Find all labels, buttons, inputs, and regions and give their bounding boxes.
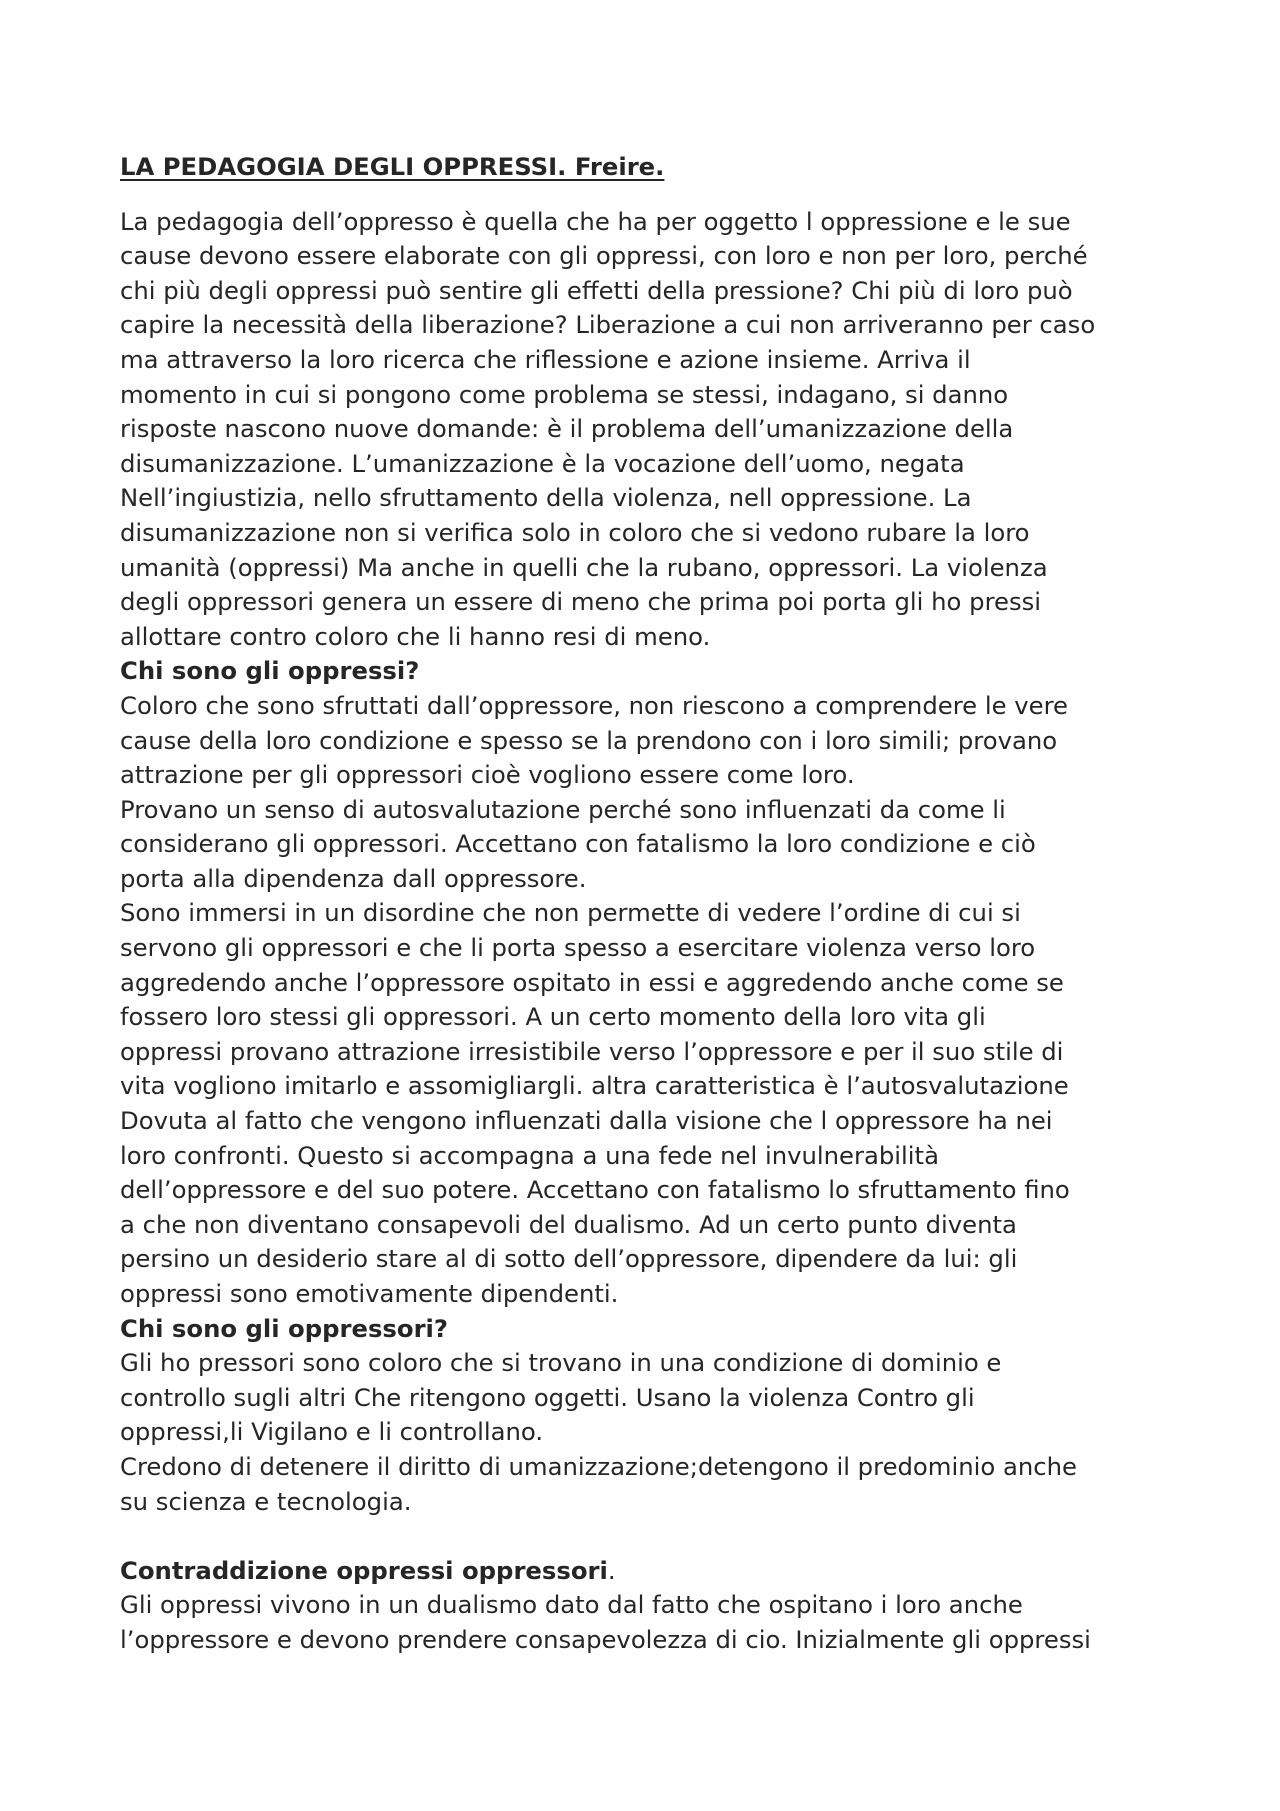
text-line: aggredendo anche l’oppressore ospitato in essi e aggredendo anche come se xyxy=(120,967,1064,997)
text-line: cause devono essere elaborate con gli oppressi, con loro e non per loro, perché xyxy=(120,241,1088,271)
text-line: risposte nascono nuove domande: è il problema dell’umanizzazione della xyxy=(120,414,1014,444)
paragraph-contraddizione xyxy=(120,1588,1170,1657)
text-line: cause della loro condizione e spesso se la prendono con i loro simili; provano xyxy=(120,725,1058,755)
text-line: a che non diventano consapevoli del dualismo. Ad un certo punto diventa xyxy=(120,1209,1017,1239)
text-line: degli oppressori genera un essere di meno che prima poi porta gli ho pressi xyxy=(120,587,1042,617)
heading-chi-sono-gli-oppressi: Chi sono gli oppressi? xyxy=(120,656,420,686)
heading-contraddizione xyxy=(120,1554,1170,1589)
text-line: attrazione per gli oppressori cioè vogliono essere come loro. xyxy=(120,760,855,790)
text-line: Gli oppressi vivono in un dualismo dato dal fatto che ospitano i loro anche xyxy=(120,1590,1023,1620)
heading-contraddizione-suffix: . xyxy=(607,1555,616,1585)
text-line: allottare contro coloro che li hanno resi di meno. xyxy=(120,621,711,651)
text-line: Sono immersi in un disordine che non permette di vedere l’ordine di cui si xyxy=(120,898,1021,928)
text-line: persino un desiderio stare al di sotto dell’oppressore, dipendere da lui: gli xyxy=(120,1244,1018,1274)
text-line: capire la necessità della liberazione? Liberazione a cui non arriveranno per caso xyxy=(120,310,1096,340)
text-line: Dovuta al fatto che vengono influenzati dalla visione che l oppressore ha nei xyxy=(120,1106,1053,1136)
text-line: servono gli oppressori e che li porta spesso a esercitare violenza verso loro xyxy=(120,933,1036,963)
intro-paragraph xyxy=(120,205,1170,655)
text-line: disumanizzazione non si verifica solo in coloro che si vedono rubare la loro xyxy=(120,517,1030,547)
text-line: chi più degli oppressi può sentire gli effetti della pressione? Chi più di loro può xyxy=(120,275,1073,305)
text-line: Credono di detenere il diritto di umanizzazione;detengono il predominio anche xyxy=(120,1451,1077,1481)
text-line: umanità (oppressi) Ma anche in quelli che la rubano, oppressori. La violenza xyxy=(120,552,1048,582)
text-line: Provano un senso di autosvalutazione perché sono influenzati da come li xyxy=(120,794,1006,824)
heading-contraddizione-text: Contraddizione oppressi oppressori xyxy=(120,1555,608,1585)
blank-line xyxy=(120,1519,1170,1554)
text-line: loro confronti. Questo si accompagna a una fede nel invulnerabilità xyxy=(120,1140,939,1170)
text-line: dell’oppressore e del suo potere. Accettano con fatalismo lo sfruttamento fino xyxy=(120,1175,1070,1205)
text-line: ma attraverso la loro ricerca che riflessione e azione insieme. Arriva il xyxy=(120,344,971,374)
text-line: considerano gli oppressori. Accettano con fatalismo la loro condizione e ciò xyxy=(120,829,1036,859)
text-line: La pedagogia dell’oppresso è quella che ha per oggetto l oppressione e le sue xyxy=(120,206,1071,236)
text-line: disumanizzazione. L’umanizzazione è la vocazione dell’uomo, negata xyxy=(120,448,965,478)
text-line: l’oppressore e devono prendere consapevolezza di cio. Inizialmente gli oppressi xyxy=(120,1624,1091,1654)
text-line: Coloro che sono sfruttati dall’oppressore, non riescono a comprendere le vere xyxy=(120,690,1068,720)
text-line: su scienza e tecnologia. xyxy=(120,1486,412,1516)
paragraph-oppressi xyxy=(120,689,1170,1312)
text-line: fossero loro stessi gli oppressori. A un certo momento della loro vita gli xyxy=(120,1002,986,1032)
heading-chi-sono-gli-oppressori: Chi sono gli oppressori? xyxy=(120,1313,448,1343)
text-line: oppressi,li Vigilano e li controllano. xyxy=(120,1417,544,1447)
paragraph-oppressori xyxy=(120,1346,1170,1519)
text-line: oppressi provano attrazione irresistibile verso l’oppressore e per il suo stile di xyxy=(120,1036,1064,1066)
text-line: vita vogliono imitarlo e assomigliargli. altra caratteristica è l’autosvalutazione xyxy=(120,1071,1069,1101)
text-line: Gli ho pressori sono coloro che si trovano in una condizione di dominio e xyxy=(120,1348,1002,1378)
text-line: controllo sugli altri Che ritengono oggetti. Usano la violenza Contro gli xyxy=(120,1382,975,1412)
text-line: porta alla dipendenza dall oppressore. xyxy=(120,863,587,893)
text-line: Nell’ingiustizia, nello sfruttamento della violenza, nell oppressione. La xyxy=(120,483,972,513)
document-page xyxy=(120,150,1170,1658)
text-line: momento in cui si pongono come problema se stessi, indagano, si danno xyxy=(120,379,1009,409)
document-title: LA PEDAGOGIA DEGLI OPPRESSI. Freire. xyxy=(120,152,665,181)
text-line: oppressi sono emotivamente dipendenti. xyxy=(120,1279,619,1308)
